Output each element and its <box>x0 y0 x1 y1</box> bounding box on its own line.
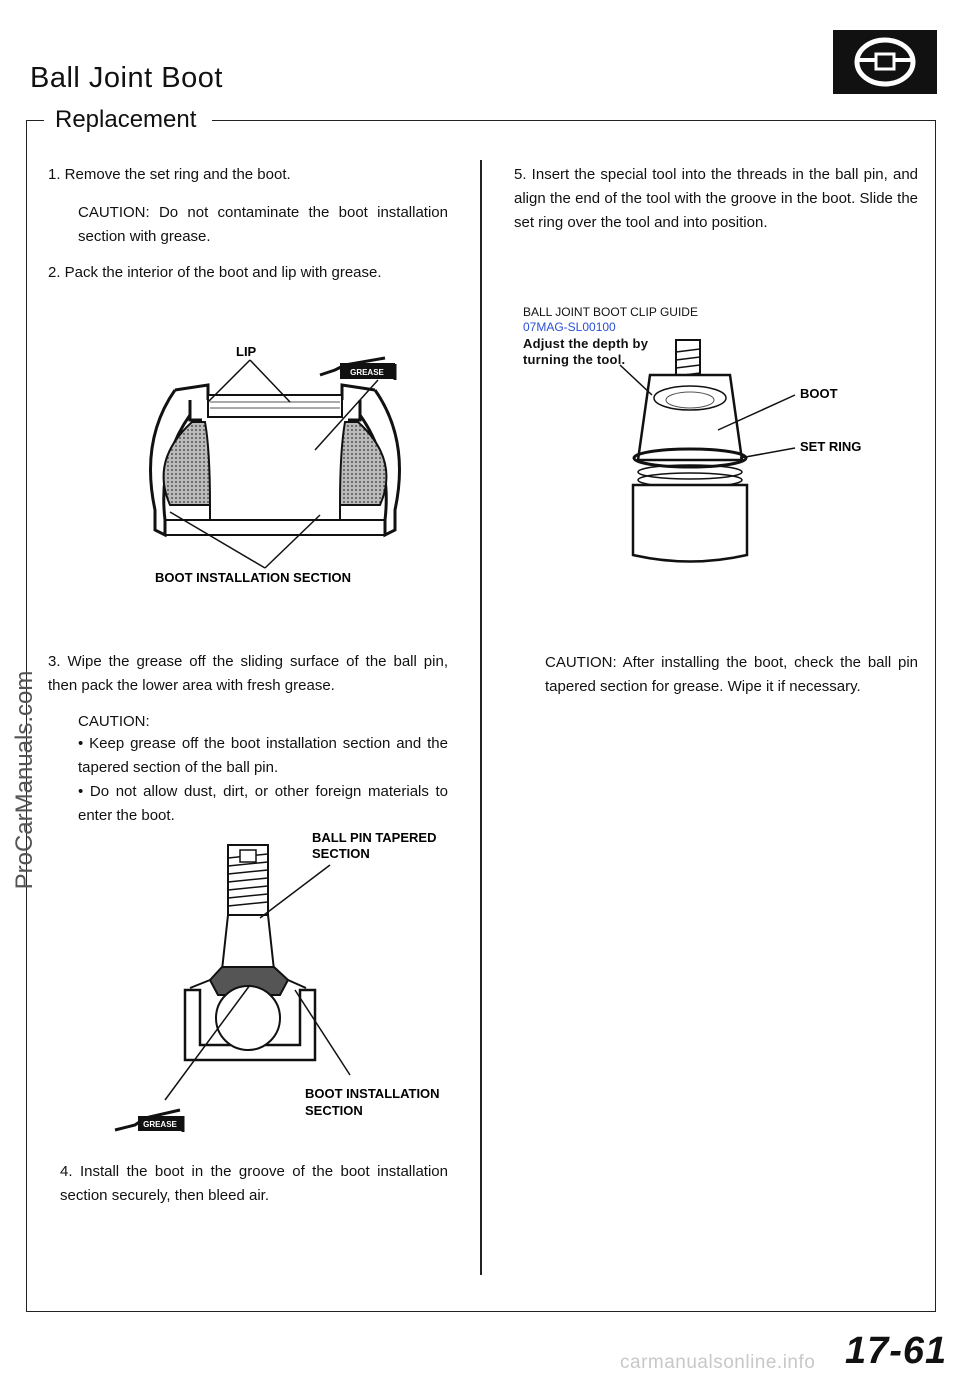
step-5: 5. Insert the special tool into the threads in the ball pin, and align the end of the tool with the groove in the boot. Slide the set ring over the tool and into position. <box>514 166 918 231</box>
tool-name-label: BALL JOINT BOOT CLIP GUIDE <box>523 305 698 319</box>
adjust-depth-label: turning the tool. <box>523 352 626 367</box>
page-title: Ball Joint Boot <box>30 62 223 94</box>
clip-guide-diagram <box>600 330 880 580</box>
grease-label: GREASE <box>350 368 384 377</box>
page-number: 17-61 <box>845 1330 948 1372</box>
ball-pin-diagram <box>110 830 460 1135</box>
section-subtitle: Replacement <box>55 106 197 133</box>
grease-label: GREASE <box>143 1120 177 1129</box>
boot-installation-section-label: BOOT INSTALLATION SECTION <box>155 570 351 585</box>
caution-3-item: • Keep grease off the boot installation section and the tapered section of the ball pin. <box>78 735 448 776</box>
steering-wheel-icon <box>833 30 937 94</box>
tool-number-label: 07MAG-SL00100 <box>523 320 616 334</box>
boot-installation-label: BOOT INSTALLATION <box>305 1086 440 1101</box>
lip-label: LIP <box>236 344 257 359</box>
caution-1: CAUTION: Do not contaminate the boot installation section with grease. <box>78 204 448 245</box>
adjust-depth-label: Adjust the depth by <box>523 336 649 351</box>
caution-3-heading: CAUTION: <box>78 713 150 730</box>
step-1: 1. Remove the set ring and the boot. <box>48 166 291 183</box>
boot-installation-label: SECTION <box>305 1103 363 1118</box>
boot-lip-diagram <box>130 340 420 590</box>
caution-3-item: • Do not allow dust, dirt, or other foreign materials to enter the boot. <box>78 783 449 824</box>
step-2: 2. Pack the interior of the boot and lip with grease. <box>48 264 382 281</box>
step-4: 4. Install the boot in the groove of the boot installation section securely, then bleed air. <box>60 1163 448 1204</box>
set-ring-label: SET RING <box>800 439 862 454</box>
sidebar-watermark: ProCarManuals.com <box>11 670 38 890</box>
section-icon-box <box>833 30 937 94</box>
column-divider <box>480 160 482 1275</box>
ball-pin-tapered-label: SECTION <box>312 846 370 861</box>
caution-5: CAUTION: After installing the boot, check the ball pin tapered section for grease. Wipe it if necessary. <box>545 654 918 695</box>
footer-watermark: carmanualsonline.info <box>620 1352 816 1373</box>
boot-label: BOOT <box>800 386 838 401</box>
ball-pin-tapered-label: BALL PIN TAPERED <box>312 830 437 845</box>
step-3: 3. Wipe the grease off the sliding surface of the ball pin, then pack the lower area with fresh grease. <box>48 653 448 694</box>
